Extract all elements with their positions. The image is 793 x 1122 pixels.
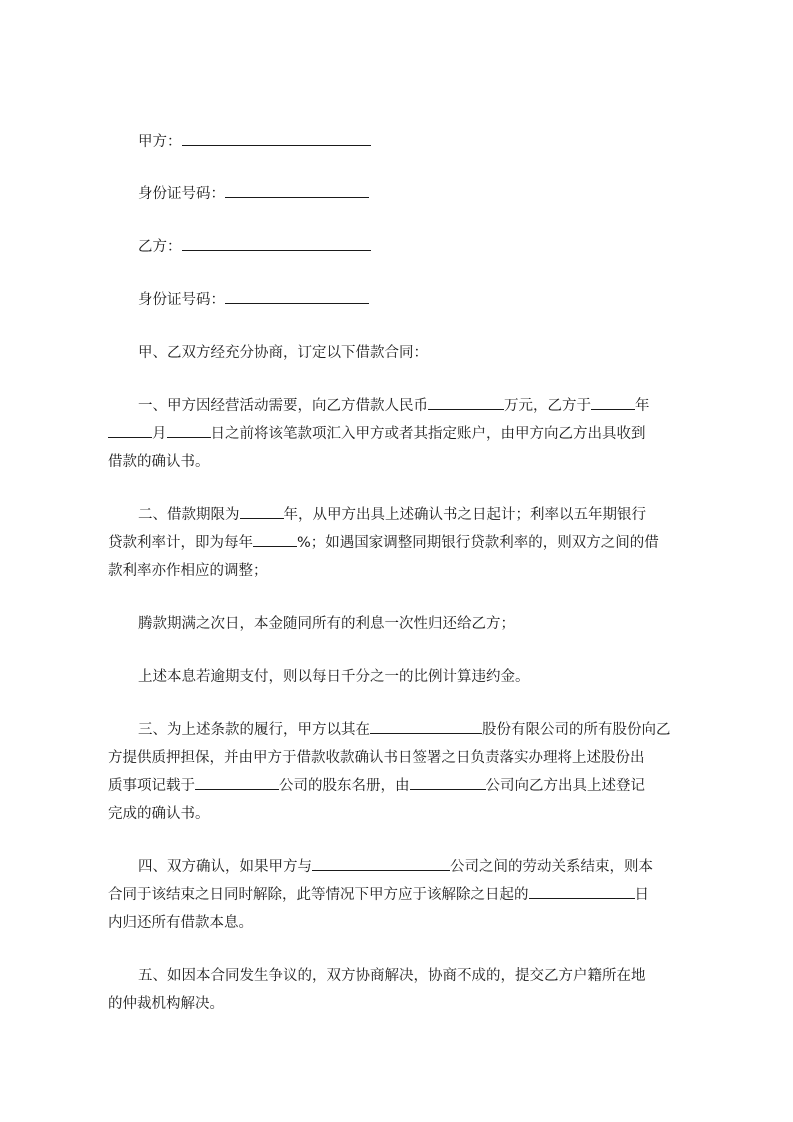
clause1-text: 月 [152,426,167,442]
clause5-line2 [108,991,700,1017]
clause4-line2 [108,882,700,908]
party-b-blank[interactable] [182,235,371,251]
party-a-id-blank[interactable] [225,182,369,198]
employer-company-blank[interactable] [312,855,450,871]
clause4-text: 公司之间的劳动关系结束，则本 [450,859,653,875]
party-b-line [108,234,700,260]
clause1-text: 借款的确认书。 [108,454,210,470]
clause2-text: 贷款利率计，即为每年 [108,535,253,551]
clause2-line2 [108,530,700,556]
clause3-text: 三、为上述条款的履行，甲方以其在 [138,722,370,738]
clause3-text: 公司的股东名册，由 [279,778,410,794]
due-text: 腾款期满之次日，本金随同所有的利息一次性归还给乙方； [138,616,515,632]
clause1-line2 [108,421,700,447]
clause1-line1 [108,393,700,419]
clause5-text: 五、如因本合同发生争议的，双方协商解决，协商不成的，提交乙方户籍所在地 [138,968,646,984]
clause4-text: 合同于该结束之日同时解除，此等情况下甲方应于该解除之日起的 [108,887,529,903]
party-a-blank[interactable] [182,130,371,146]
clause3-text: 完成的确认书。 [108,806,210,822]
day-blank[interactable] [167,422,211,438]
clause3-line3 [108,773,700,799]
clause5-text: 的仲裁机构解决。 [108,996,224,1012]
repayment-days-blank[interactable] [529,883,635,899]
party-b-id-blank[interactable] [225,288,369,304]
interest-rate-blank[interactable] [253,531,297,547]
party-b-id-line [108,287,700,313]
party-b-id-label: 身份证号码： [138,292,225,308]
loan-term-blank[interactable] [240,503,284,519]
clause4-line1 [108,854,700,880]
clause3-text: 公司向乙方出具上述登记 [485,778,645,794]
clause1-text: 万元，乙方于 [504,398,591,414]
intro-line [108,340,700,366]
clause2-text: 年，从甲方出具上述确认书之日起计；利率以五年期银行 [283,507,646,523]
penalty-text: 上述本息若逾期支付，则以每日千分之一的比例计算违约金。 [138,669,530,685]
clause1-line3 [108,449,700,475]
clause3-text: 质事项记载于 [108,778,195,794]
clause4-text: 日 [634,887,649,903]
due-line [108,611,700,637]
clause4-line3 [108,910,700,936]
clause3-text: 方提供质押担保，并由甲方于借款收款确认书日签署之日负责落实办理将上述股份出 [108,750,645,766]
clause1-text: 日之前将该笔款项汇入甲方或者其指定账户，由甲方向乙方出具收到 [210,426,646,442]
intro-text: 甲、乙双方经充分协商，订定以下借款合同： [138,345,428,361]
clause1-text: 年 [635,398,650,414]
clause2-text: 款利率亦作相应的调整； [108,563,268,579]
loan-amount-blank[interactable] [428,394,504,410]
clause1-text: 一、甲方因经营活动需要，向乙方借款人民币 [138,398,428,414]
penalty-line [108,664,700,690]
clause2-line3 [108,558,700,584]
clause2-text: 二、借款期限为 [138,507,240,523]
company-name-blank[interactable] [370,718,482,734]
clause3-line2 [108,745,700,771]
party-a-line [108,129,700,155]
year-blank[interactable] [591,394,635,410]
party-b-label: 乙方： [138,239,182,255]
party-a-label: 甲方： [138,134,182,150]
clause2-text: %；如遇国家调整同期银行贷款利率的，则双方之间的借 [297,535,659,551]
clause3-line1 [108,717,700,743]
issuing-company-blank[interactable] [410,774,486,790]
clause3-line4 [108,801,700,827]
month-blank[interactable] [108,422,152,438]
registry-company-blank[interactable] [195,774,279,790]
party-a-id-label: 身份证号码： [138,186,225,202]
clause3-text: 股份有限公司的所有股份向乙 [482,722,671,738]
clause2-line1 [108,502,700,528]
clause5-line1 [108,963,700,989]
clause4-text: 四、双方确认，如果甲方与 [138,859,312,875]
clause4-text: 内归还所有借款本息。 [108,915,253,931]
party-a-id-line [108,181,700,207]
